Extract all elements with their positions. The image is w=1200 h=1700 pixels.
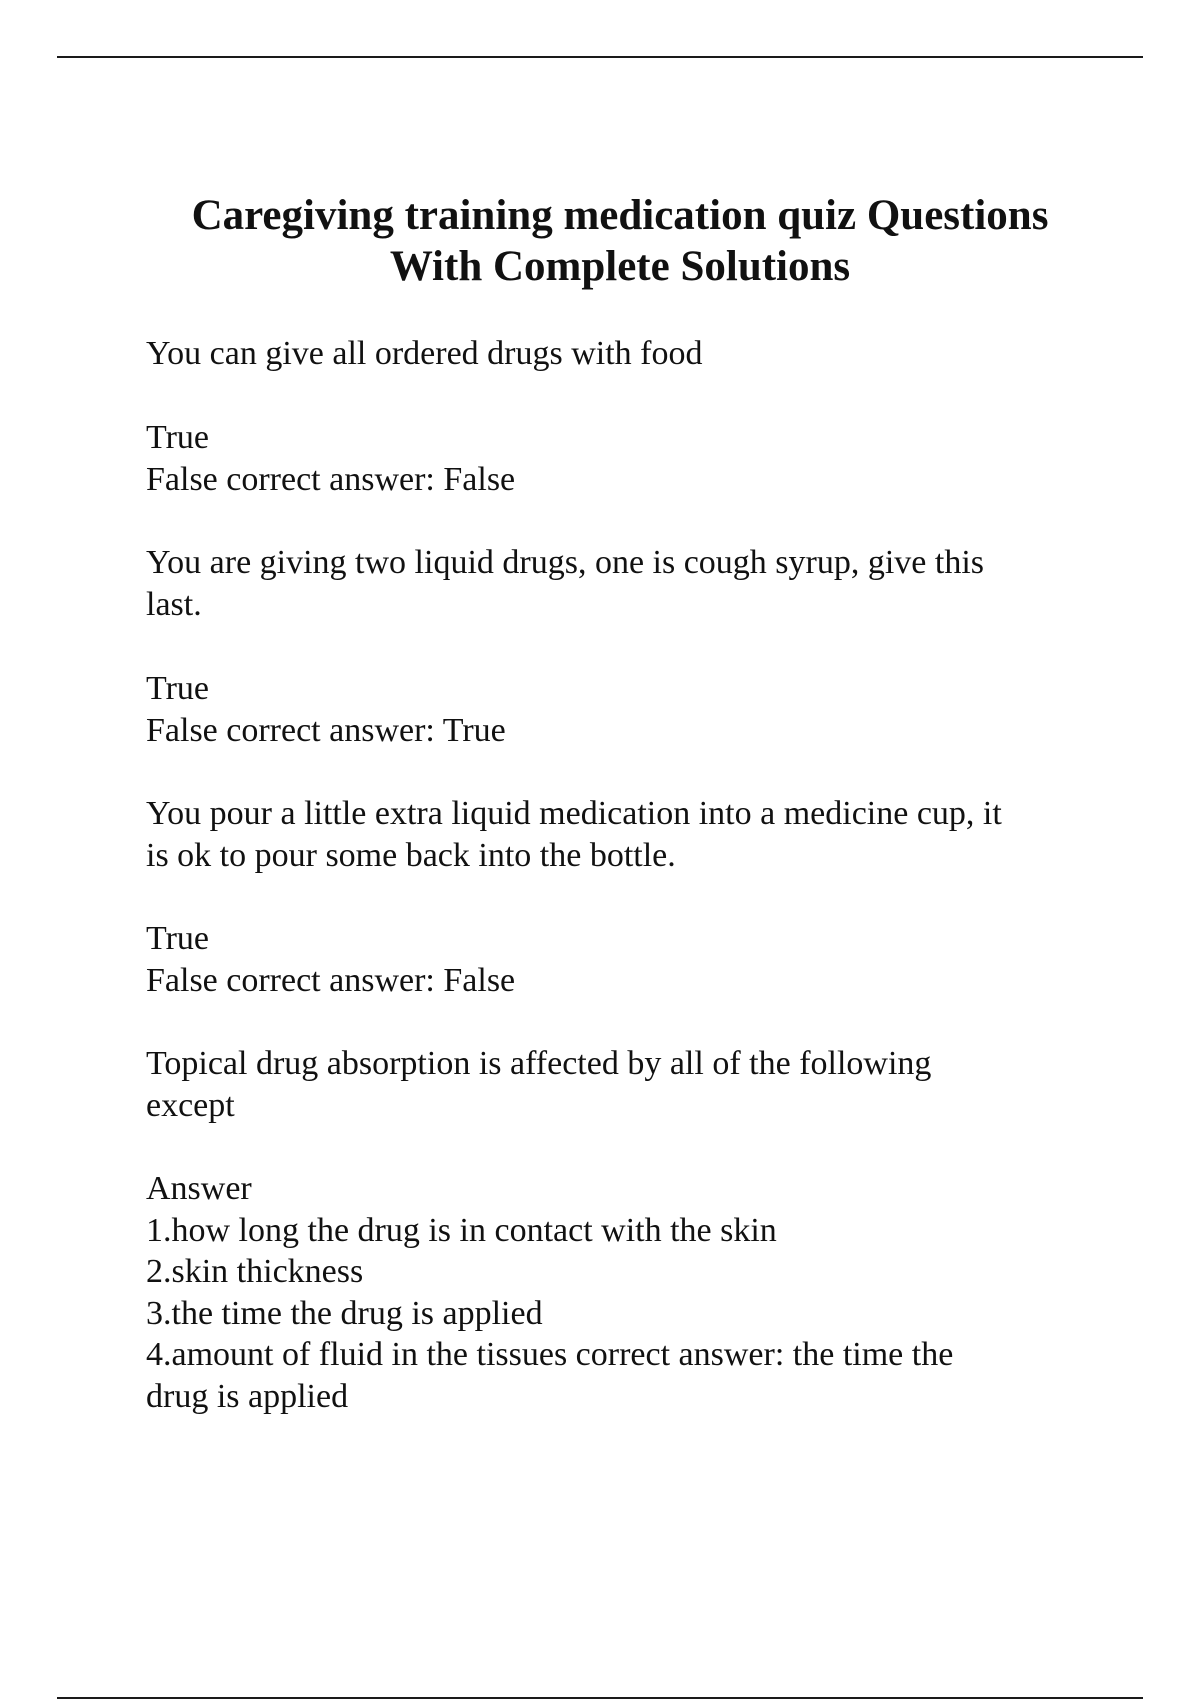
option-true: True xyxy=(146,670,209,707)
answer-option: 1.how long the drug is in contact with the skin xyxy=(146,1211,777,1249)
question-1-prompt xyxy=(146,333,1086,375)
header-rule xyxy=(57,56,1143,58)
title-line: Caregiving training medication quiz Questions xyxy=(191,192,1049,239)
question-3-answer xyxy=(146,918,1086,1001)
option-true: True xyxy=(146,419,209,456)
option-false-correct-answer: False correct answer: False xyxy=(146,460,516,498)
document-title xyxy=(100,190,1140,292)
option-false-correct-answer: False correct answer: True xyxy=(146,711,506,749)
question-1-answer xyxy=(146,417,1086,500)
correct-answer-continuation: drug is applied xyxy=(146,1377,349,1415)
prompt-line: Topical drug absorption is affected by all of the following xyxy=(146,1045,932,1082)
prompt-line: You can give all ordered drugs with food xyxy=(146,335,703,372)
prompt-line: last. xyxy=(146,585,202,623)
answer-label: Answer xyxy=(146,1170,252,1207)
prompt-line: You are giving two liquid drugs, one is cough syrup, give this xyxy=(146,544,985,581)
answer-option: 3.the time the drug is applied xyxy=(146,1294,543,1332)
question-3-prompt xyxy=(146,793,1086,876)
option-true: True xyxy=(146,920,209,957)
question-4-answer xyxy=(146,1168,1086,1417)
answer-option-correct-answer: 4.amount of fluid in the tissues correct answer: the time the xyxy=(146,1336,954,1373)
answer-option: 2.skin thickness xyxy=(146,1253,364,1290)
title-line: With Complete Solutions xyxy=(389,243,851,290)
question-2-prompt xyxy=(146,542,1086,625)
question-2-answer xyxy=(146,668,1086,751)
prompt-line: You pour a little extra liquid medication into a medicine cup, it xyxy=(146,795,1002,832)
prompt-line: except xyxy=(146,1086,235,1124)
footer-rule xyxy=(57,1697,1143,1699)
option-false-correct-answer: False correct answer: False xyxy=(146,961,516,999)
question-4-prompt xyxy=(146,1043,1086,1126)
prompt-line: is ok to pour some back into the bottle. xyxy=(146,836,676,874)
